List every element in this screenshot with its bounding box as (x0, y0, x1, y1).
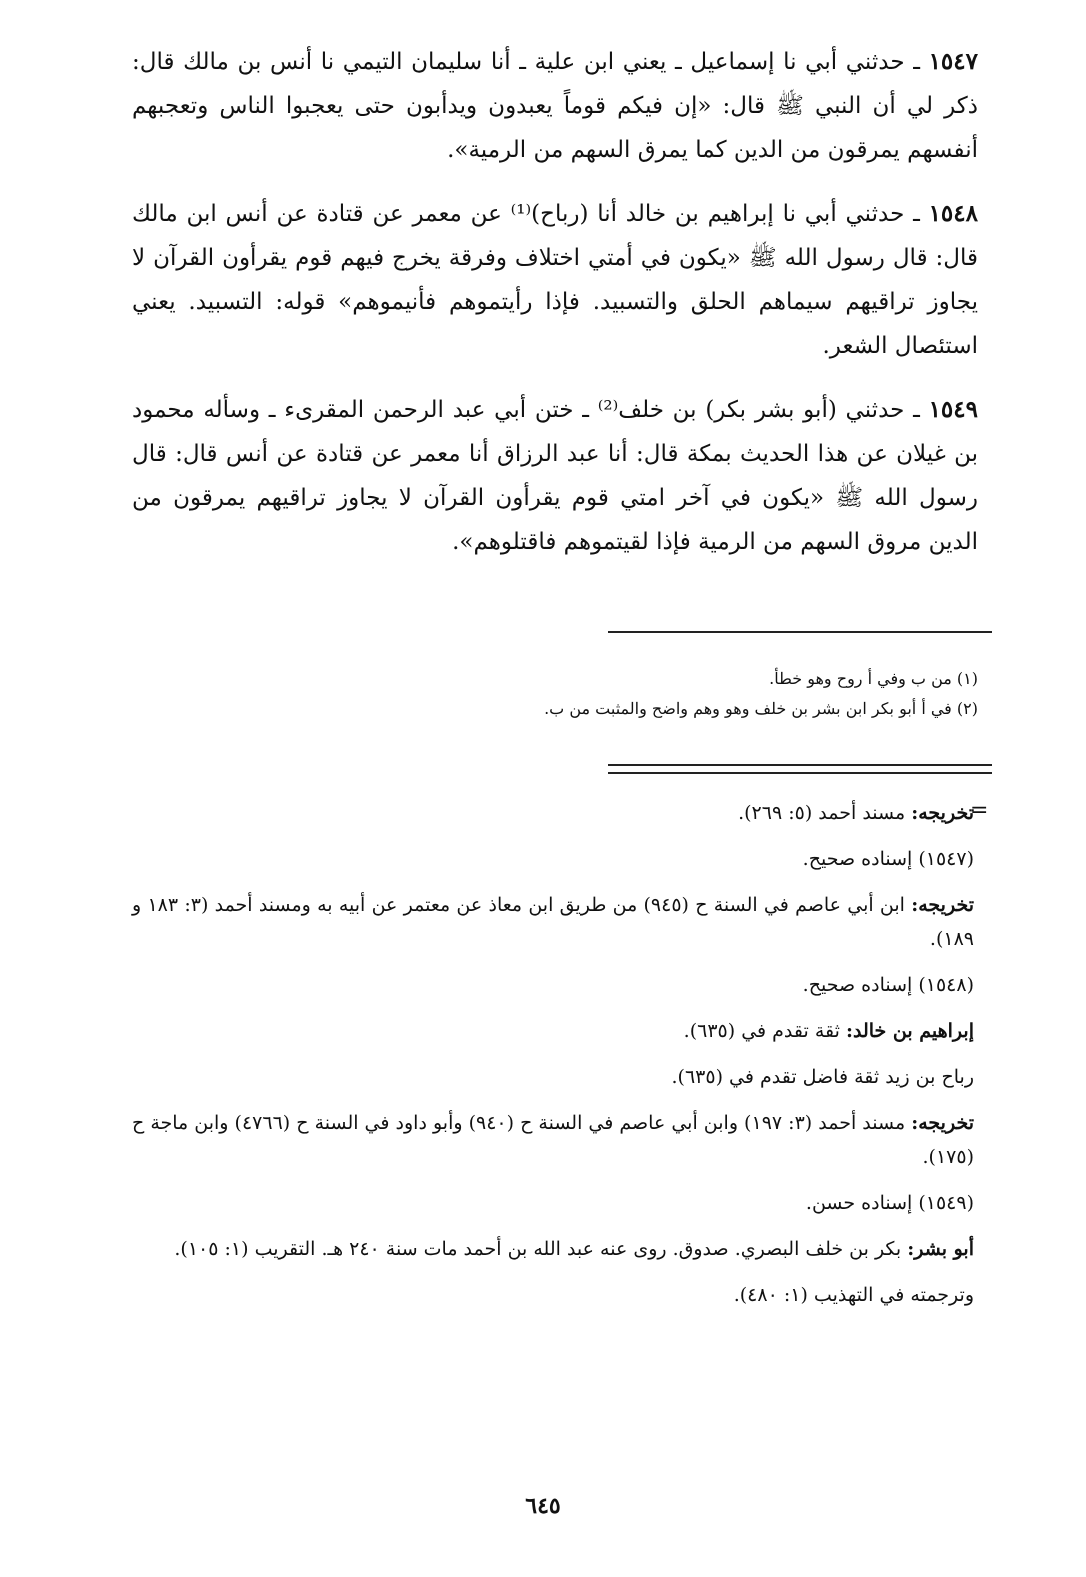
takhrij-label: إبراهيم بن خالد: (845, 1020, 974, 1042)
takhrij-section (132, 796, 974, 1324)
takhrij-text: (١٥٤٨) إسناده صحيح. (802, 974, 974, 996)
takhrij-entry (132, 1232, 974, 1266)
footnote-divider (608, 631, 992, 633)
takhrij-text: بكر بن خلف البصري. صدوق. روى عنه عبد الله بن أحمد مات سنة ٢٤٠ هـ. التقريب (١: ١٠٥). (174, 1238, 908, 1260)
footnote-1: (١) من ب وفي أ روح وهو خطأ. (769, 669, 978, 688)
takhrij-label: أبو بشر: (907, 1238, 974, 1260)
takhrij-entry (132, 968, 974, 1002)
footnote-2: (٢) في أ أبو بكر ابن بشر بن خلف وهو وهم واضح والمثبت من ب. (544, 699, 978, 718)
hadith-text: ـ حدثني أبي نا إسماعيل ـ يعني ابن علية ـ أنا سليمان التيمي نا أنس بن مالك قال: ذكر لي أن النبي ﷺ قال: «إن فيكم قوماً يعبدون ويدأبون حتى يعجبوا الناس وتعجبهم أنفسهم يمرقون من الدين كما يمرق السهم من الرمية». (132, 49, 978, 163)
takhrij-divider (608, 764, 992, 774)
takhrij-entry (132, 1278, 974, 1312)
takhrij-text: ثقة تقدم في (٦٣٥). (683, 1020, 846, 1042)
takhrij-entry (132, 796, 974, 830)
takhrij-entry (132, 1014, 974, 1048)
takhrij-text: (١٥٤٧) إسناده صحيح. (802, 848, 974, 870)
hadith-number: ١٥٤٨ (928, 200, 978, 227)
takhrij-label: تخريجه: (911, 802, 974, 824)
hadith-1549 (132, 388, 978, 564)
takhrij-entry (132, 842, 974, 876)
takhrij-text: مسند أحمد (٥: ٢٦٩). (738, 802, 912, 824)
takhrij-text: رباح بن زيد ثقة فاضل تقدم في (٦٣٥). (671, 1066, 974, 1088)
takhrij-text: ابن أبي عاصم في السنة ح (٩٤٥) من طريق ابن معاذ عن معتمر عن أبيه به ومسند أحمد (٣: ١٨٣ و ١٨٩). (132, 894, 974, 950)
hadith-number: ١٥٤٧ (928, 48, 978, 75)
hadith-1548 (132, 192, 978, 368)
hadith-1547 (132, 40, 978, 172)
hadith-text: ـ حدثني أبي نا إبراهيم بن خالد أنا (رباح)⁽¹⁾ عن معمر عن قتادة عن أنس ابن مالك قال: قال رسول الله ﷺ «يكون في أمتي اختلاف وفرقة يخرج فيهم قوم يقرأون القرآن لا يجاوز تراقيهم سيماهم الحلق والتسبيد. فإذا رأيتموهم فأنيموهم» قوله: التسبيد. يعني استئصال الشعر. (132, 201, 978, 359)
page-number: ٦٤٥ (525, 1493, 561, 1519)
takhrij-entry (132, 1186, 974, 1220)
takhrij-label: تخريجه: (911, 1112, 974, 1134)
takhrij-entry (132, 1106, 974, 1174)
takhrij-text: (١٥٤٩) إسناده حسن. (805, 1192, 974, 1214)
continuation-mark: = (970, 798, 989, 823)
takhrij-text: وترجمته في التهذيب (١: ٤٨٠). (733, 1284, 974, 1306)
takhrij-label: تخريجه: (911, 894, 974, 916)
hadith-text: ـ حدثني (أبو بشر بكر) بن خلف⁽²⁾ ـ ختن أبي عبد الرحمن المقرىء ـ وسأله محمود بن غيلان عن هذا الحديث بمكة قال: أنا عبد الرزاق أنا معمر عن قتادة عن أنس قال: قال رسول الله ﷺ «يكون في آخر امتي قوم يقرأون القرآن لا يجاوز تراقيهم يمرقون من الدين مروق السهم من الرمية فإذا لقيتموهم فاقتلوهم». (132, 397, 978, 555)
hadith-number: ١٥٤٩ (928, 396, 978, 423)
takhrij-text: مسند أحمد (٣: ١٩٧) وابن أبي عاصم في السنة ح (٩٤٠) وأبو داود في السنة ح (٤٧٦٦) وابن ماجة ح (١٧٥). (132, 1112, 974, 1168)
hadith-section (132, 40, 978, 584)
takhrij-entry (132, 1060, 974, 1094)
takhrij-entry (132, 888, 974, 956)
footnotes (132, 664, 978, 724)
